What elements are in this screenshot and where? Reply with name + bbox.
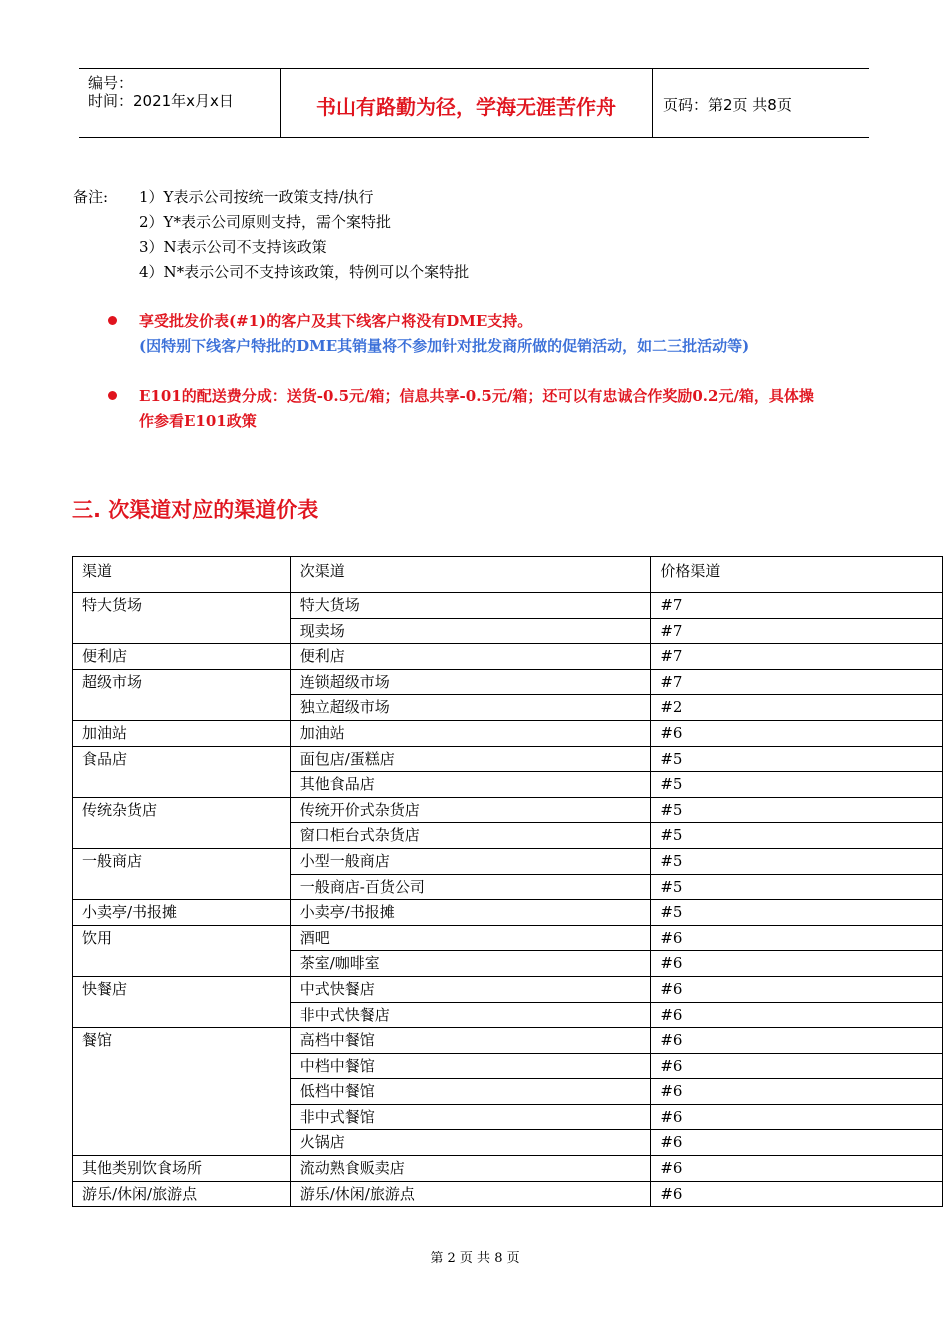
subchannel-cell: 传统开价式杂货店 [290, 797, 651, 823]
bullet-1-line-2: (因特别下线客户特批的DME其销量将不参加针对批发商所做的促销活动，如二三批活动等) [139, 337, 750, 355]
table-row [73, 593, 943, 619]
subchannel-cell: 中档中餐馆 [290, 1053, 651, 1079]
subchannel-cell: 火锅店 [290, 1130, 651, 1156]
bullet-2-line-1: E101的配送费分成：送货-0.5元/箱；信息共享-0.5元/箱；还可以有忠诚合作奖励0.2元/箱，具体操 [139, 387, 814, 405]
header-page-cell [653, 69, 869, 137]
notes-label: 备注: [73, 188, 109, 206]
note-item: 1）Y表示公司按统一政策支持/执行 [139, 188, 374, 206]
channel-price-table [72, 556, 943, 1207]
subchannel-cell: 独立超级市场 [290, 695, 651, 721]
subchannel-cell: 窗口柜台式杂货店 [290, 823, 651, 849]
section-title: 三. 次渠道对应的渠道价表 [72, 498, 319, 522]
bullet-dot-icon [108, 316, 117, 325]
table-header-row [73, 557, 943, 593]
subchannel-cell: 非中式快餐店 [290, 1002, 651, 1028]
table-row [73, 848, 943, 874]
table-row [73, 720, 943, 746]
channel-cell: 一般商店 [73, 848, 291, 899]
table-row [73, 900, 943, 926]
channel-cell: 快餐店 [73, 976, 291, 1027]
subchannel-cell: 非中式餐馆 [290, 1104, 651, 1130]
header-info-cell [79, 69, 281, 137]
price-channel-cell: #5 [651, 848, 943, 874]
table-body [73, 557, 943, 1207]
subchannel-cell: 加油站 [290, 720, 651, 746]
header-motto-cell [280, 69, 653, 137]
code-label: 编号： [88, 74, 134, 92]
bullet-1-line-1: 享受批发价表(#1)的客户及其下线客户将没有DME支持。 [139, 312, 533, 330]
subchannel-cell: 酒吧 [290, 925, 651, 951]
channel-cell: 餐馆 [73, 1028, 291, 1156]
price-channel-cell: #5 [651, 874, 943, 900]
bullet-2-line-2: 作参看E101政策 [139, 412, 257, 430]
note-item: 2）Y*表示公司原则支持，需个案特批 [139, 213, 391, 231]
channel-cell: 游乐/休闲/旅游点 [73, 1181, 291, 1207]
subchannel-cell: 高档中餐馆 [290, 1028, 651, 1054]
channel-cell: 小卖亭/书报摊 [73, 900, 291, 926]
price-channel-cell: #6 [651, 1130, 943, 1156]
table-row [73, 669, 943, 695]
subchannel-cell: 中式快餐店 [290, 976, 651, 1002]
table-row [73, 1028, 943, 1054]
subchannel-cell: 现卖场 [290, 618, 651, 644]
channel-cell: 传统杂货店 [73, 797, 291, 848]
header-cell-subchannel: 次渠道 [290, 557, 651, 593]
price-channel-cell: #6 [651, 1181, 943, 1207]
price-channel-cell: #5 [651, 900, 943, 926]
table-row [73, 976, 943, 1002]
table-row [73, 925, 943, 951]
motto: 书山有路勤为径，学海无涯苦作舟 [316, 95, 616, 119]
price-channel-cell: #6 [651, 1028, 943, 1054]
price-channel-cell: #6 [651, 1002, 943, 1028]
channel-cell: 超级市场 [73, 669, 291, 720]
subchannel-cell: 小卖亭/书报摊 [290, 900, 651, 926]
price-channel-cell: #5 [651, 772, 943, 798]
subchannel-cell: 其他食品店 [290, 772, 651, 798]
price-channel-cell: #5 [651, 823, 943, 849]
note-item: 4）N*表示公司不支持该政策，特例可以个案特批 [139, 263, 470, 281]
note-item: 3）N表示公司不支持该政策 [139, 238, 327, 256]
price-channel-cell: #7 [651, 669, 943, 695]
price-channel-cell: #6 [651, 925, 943, 951]
price-channel-cell: #7 [651, 644, 943, 670]
header-cell-channel: 渠道 [73, 557, 291, 593]
price-channel-cell: #6 [651, 951, 943, 977]
subchannel-cell: 流动熟食贩卖店 [290, 1156, 651, 1182]
subchannel-cell: 特大货场 [290, 593, 651, 619]
subchannel-cell: 一般商店-百货公司 [290, 874, 651, 900]
table-row [73, 1181, 943, 1207]
price-channel-cell: #5 [651, 797, 943, 823]
subchannel-cell: 面包店/蛋糕店 [290, 746, 651, 772]
table-row [73, 1156, 943, 1182]
page-header [79, 68, 869, 138]
price-channel-cell: #7 [651, 593, 943, 619]
time-label: 时间：2021年x月x日 [88, 92, 234, 110]
subchannel-cell: 小型一般商店 [290, 848, 651, 874]
subchannel-cell: 游乐/休闲/旅游点 [290, 1181, 651, 1207]
page-footer: 第 2 页 共 8 页 [430, 1251, 520, 1266]
price-channel-cell: #6 [651, 1053, 943, 1079]
price-channel-cell: #5 [651, 746, 943, 772]
price-channel-cell: #6 [651, 1104, 943, 1130]
channel-cell: 特大货场 [73, 593, 291, 644]
price-channel-cell: #6 [651, 1079, 943, 1105]
page-label: 页码：第2页 共8页 [663, 96, 792, 114]
bullet-dot-icon [108, 391, 117, 400]
channel-cell: 其他类别饮食场所 [73, 1156, 291, 1182]
price-channel-cell: #2 [651, 695, 943, 721]
table-row [73, 746, 943, 772]
table-row [73, 644, 943, 670]
channel-cell: 加油站 [73, 720, 291, 746]
channel-cell: 食品店 [73, 746, 291, 797]
price-channel-cell: #6 [651, 720, 943, 746]
table-row [73, 797, 943, 823]
subchannel-cell: 茶室/咖啡室 [290, 951, 651, 977]
header-cell-price: 价格渠道 [651, 557, 943, 593]
price-channel-cell: #6 [651, 1156, 943, 1182]
channel-cell: 便利店 [73, 644, 291, 670]
price-channel-cell: #7 [651, 618, 943, 644]
subchannel-cell: 便利店 [290, 644, 651, 670]
subchannel-cell: 低档中餐馆 [290, 1079, 651, 1105]
price-channel-cell: #6 [651, 976, 943, 1002]
channel-cell: 饮用 [73, 925, 291, 976]
subchannel-cell: 连锁超级市场 [290, 669, 651, 695]
